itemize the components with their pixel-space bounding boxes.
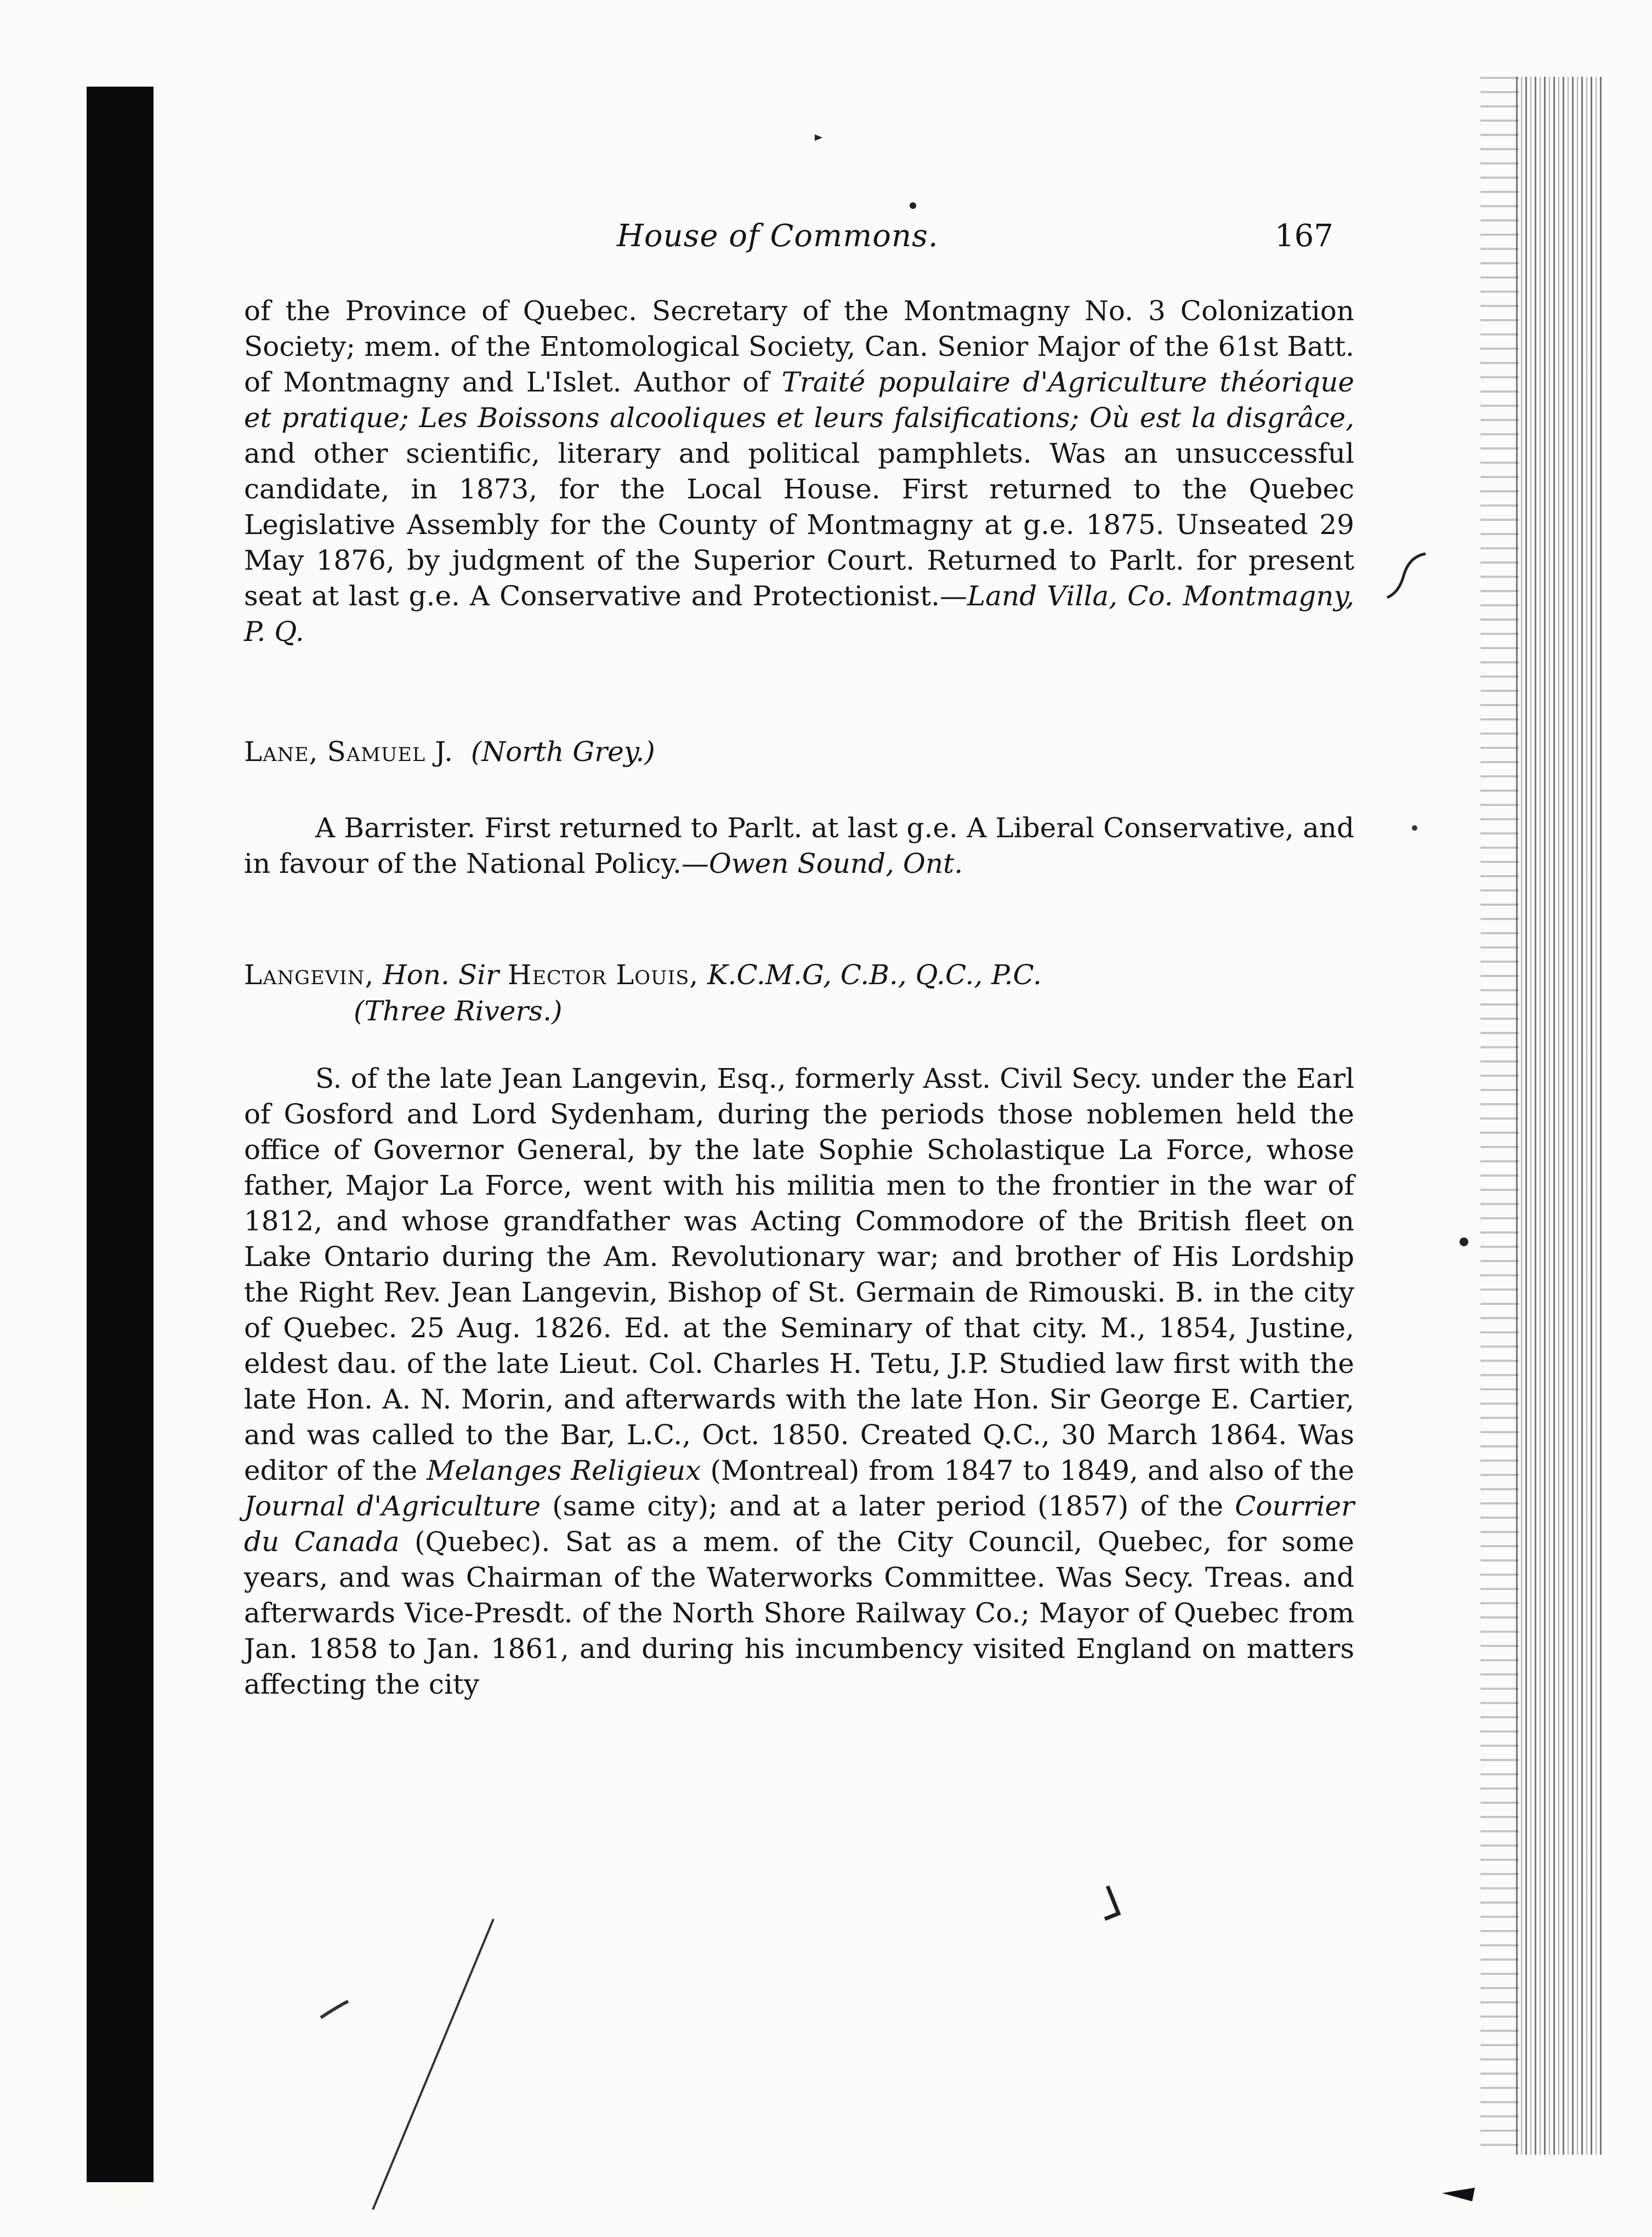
entry-constituency: (Three Rivers.) (354, 995, 563, 1027)
entry-honorific: Hon. Sir (383, 959, 499, 991)
residence-address: Land Villa, Co. Montmagny, P. Q. (244, 580, 1354, 648)
entry-given-names: Samuel J. (327, 736, 454, 768)
entry-constituency: (North Grey.) (470, 736, 655, 768)
entry-surname: Lane, (244, 736, 319, 768)
entry-given-names: Hector Louis, (507, 959, 699, 991)
journal-title: Courrier du Canada (244, 1490, 1355, 1558)
biography-part-1: S. of the late Jean Langevin, Esq., formerly Asst. Civil Secy. under the Earl of Gosford and Lord Sydenham, during the periods those noblemen held the office of Governor General, by the late Sophie Scholastique La Force, whose father, Major La Force, went with his militia men to the frontier in the war of 1812, and whose grandfather was Acting Commodore of the British fleet on Lake Ontario during the Am. Revolutionary war; and brother of His Lordship the Right Rev. Jean Langevin, Bishop of St. Germain de Rimouski. B. in the city of Quebec. 25 Aug. 1826. Ed. at the Seminary of that city. M., 1854, Justine, eldest dau. of the late Lieut. Col. Charles H. Tetu, J.P. Studied law first with the late Hon. A. N. Morin, and afterwards with the late Hon. Sir George E. Cartier, and was called to the Bar, L.C., Oct. 1850. Created Q.C., 30 March 1864. Was editor of the (244, 1063, 1354, 1486)
journal-title: Melanges Religieux (427, 1455, 701, 1486)
continued-entry-text (244, 293, 1354, 650)
continued-text-part-1: of the Province of Quebec. Secretary of the Montmagny No. 3 Colonization Society; mem. of the Entomological Society, Can. Senior Major of the 61st Batt. of Montmagny and L'Islet. Author of (244, 295, 1354, 398)
entry-text-lane (244, 810, 1354, 882)
journal-title: Journal d'Agriculture (244, 1490, 541, 1522)
entry-surname: Langevin, (244, 959, 374, 991)
entry-honours: K.C.M.G, C.B., Q.C., P.C. (707, 959, 1042, 991)
publication-titles: Traité populaire d'Agriculture théorique et pratique; Les Boissons alcooliques et leurs falsifications; Où est la disgrâce, (244, 366, 1355, 434)
biography-part-3: (same city); and at a later period (1857) of the (541, 1490, 1235, 1522)
entry-heading-lane (244, 734, 1395, 770)
continued-text-part-2: and other scientific, literary and political pamphlets. Was an unsuccessful candidate, in 1873, for the Local House. First returned to the Quebec Legislative Assembly for the County of Montmagny at g.e. 1875. Unseated 29 May 1876, by judgment of the Superior Court. Returned to Parlt. for present seat at last g.e. A Conservative and Protectionist.— (244, 438, 1354, 612)
page-number: 167 (1275, 218, 1333, 254)
biography-part-2: (Montreal) from 1847 to 1849, and also of the (701, 1455, 1354, 1486)
biography-part-4: (Quebec). Sat as a mem. of the City Council, Quebec, for some years, and was Chairman of the Waterworks Committee. Was Secy. Treas. and afterwards Vice-Presdt. of the North Shore Railway Co.; Mayor of Quebec from Jan. 1858 to Jan. 1861, and during his incumbency visited England on matters affecting the city (244, 1526, 1355, 1700)
running-head: House of Commons. (617, 218, 939, 254)
residence-address: Owen Sound, Ont. (708, 848, 963, 879)
entry-heading-langevin (244, 957, 1395, 1029)
entry-text: A Barrister. First returned to Parlt. at last g.e. A Liberal Conservative, and in favour of the National Policy.— (244, 812, 1354, 879)
entry-text-langevin (244, 1061, 1354, 1702)
